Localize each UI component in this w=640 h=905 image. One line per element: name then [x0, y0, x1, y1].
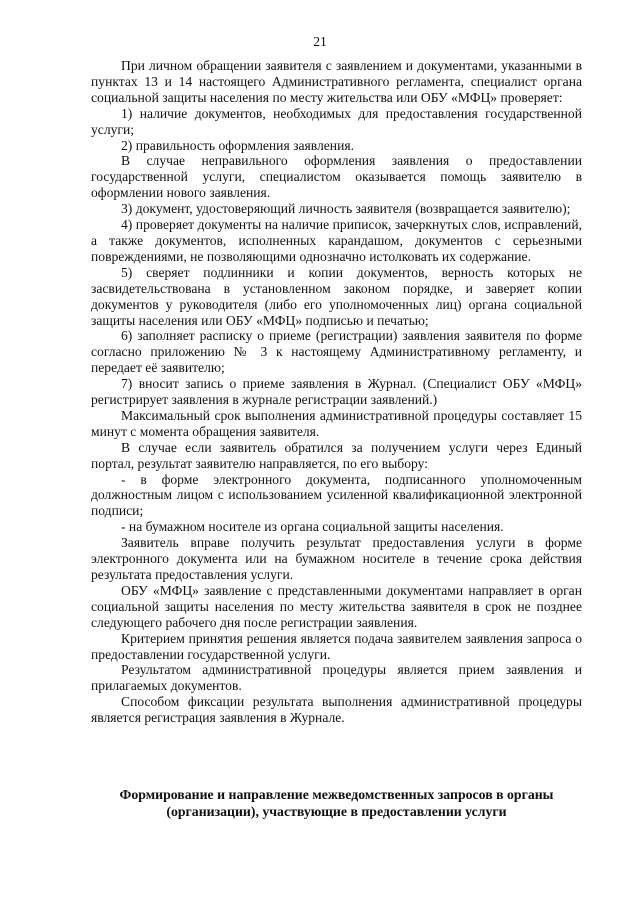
- paragraph: При личном обращении заявителя с заявлением и документами, указанными в пунктах 13 и 14 настоящего Административного регламента, специалист органа социальной защиты населения по месту жительства или ОБУ «МФЦ» проверяет:: [91, 58, 582, 105]
- page-number: 21: [313, 34, 327, 49]
- paragraph: ОБУ «МФЦ» заявление с представленными документами направляет в орган социальной защиты населения по месту жительства заявителя в срок не позднее следующего рабочего дня после регистрации заявления.: [91, 582, 582, 630]
- paragraph: 6) заполняет расписку о приеме (регистрации) заявления заявителя по форме согласно приложению № 3 к настоящему Административному регламенту, и передает её заявителю;: [91, 328, 582, 376]
- paragraph: 1) наличие документов, необходимых для предоставления государственной услуги;: [91, 105, 582, 137]
- section-title: Формирование и направление межведомственных запросов в органы (организации), участвующие в предоставлении услуги: [119, 787, 554, 819]
- paragraph: 5) сверяет подлинники и копии документов, верность которых не засвидетельствована в установленном законом порядке, и заверяет копии документов у руководителя (либо его уполномоченных лиц) органа социальной защиты населения или ОБУ «МФЦ» подписью и печатью;: [91, 264, 582, 328]
- paragraph: Результатом административной процедуры является прием заявления и прилагаемых документов.: [91, 662, 582, 694]
- paragraph: 2) правильность оформления заявления.: [121, 137, 355, 153]
- paragraph: Заявитель вправе получить результат предоставления услуги в форме электронного документа или на бумажном носителе в течение срока действия результата предоставления услуги.: [91, 535, 582, 582]
- paragraph: Максимальный срок выполнения административной процедуры составляет 15 минут с момента обращения заявителя.: [91, 407, 582, 439]
- paragraph: - в форме электронного документа, подписанного уполномоченным должностным лицом с использованием усиленной квалификационной электронной подписи;: [91, 471, 582, 519]
- paragraph: - на бумажном носителе из органа социальной защиты населения.: [121, 519, 504, 535]
- paragraph: 4) проверяет документы на наличие приписок, зачеркнутых слов, исправлений, а также документов, исполненных карандашом, документов с серьезными повреждениями, не позволяющими однозначно истолковать их содержание.: [91, 217, 582, 264]
- paragraph: Критерием принятия решения является подача заявителем заявления запроса о предоставлении государственной услуги.: [91, 630, 582, 662]
- paragraph: В случае неправильного оформления заявления о предоставлении государственной услуги, специалистом оказывается помощь заявителю в оформлении нового заявления.: [91, 153, 582, 201]
- paragraph: В случае если заявитель обратился за получением услуги через Единый портал, результат заявителю направляется, по его выбору:: [91, 439, 582, 471]
- paragraph: 7) вносит запись о приеме заявления в Журнал. (Специалист ОБУ «МФЦ» регистрирует заявления в журнале регистрации заявлений.): [91, 376, 582, 408]
- document-body: [91, 58, 582, 726]
- paragraph: Способом фиксации результата выполнения административной процедуры является регистрация заявления в Журнале.: [91, 694, 582, 726]
- paragraph: 3) документ, удостоверяющий личность заявителя (возвращается заявителю);: [121, 201, 571, 217]
